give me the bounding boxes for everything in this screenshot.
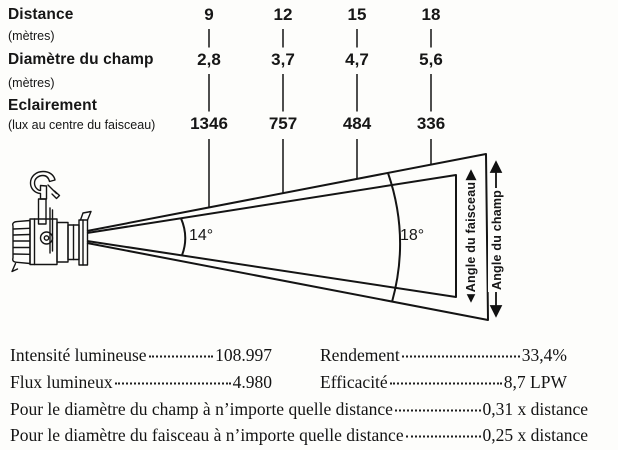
formula-rows (10, 399, 588, 450)
illuminance-value-2: 757 (268, 114, 298, 133)
beam-angle-arc (181, 218, 185, 255)
dot-leader (149, 356, 214, 358)
dot-leader (390, 383, 502, 385)
dot-leader (406, 435, 481, 437)
clamp-bolt-handle (48, 185, 60, 199)
stat-value: 33,4% (521, 345, 567, 365)
beam-angle-axis-label: Angle du faisceau (463, 181, 478, 293)
bezel-top-tab (81, 212, 92, 221)
clamp-hook (31, 172, 56, 200)
formula-label: Pour le diamètre du faisceau à n’importe quelle distance (10, 424, 404, 445)
stat-luminous-intensity (10, 345, 272, 372)
field-diameter-value-3: 4,7 (345, 50, 369, 69)
dot-leader (115, 383, 231, 385)
field-diameter-value-1: 2,8 (197, 50, 221, 69)
field-diameter-formula (10, 399, 588, 425)
stat-efficacy-lpw (320, 372, 567, 399)
formula-label: Pour le diamètre du champ à n’importe quelle distance (10, 399, 393, 419)
stat-label: Intensité lumineuse (10, 345, 147, 365)
stat-value: 4.980 (232, 372, 272, 392)
field-diameter-value-4: 5,6 (419, 50, 443, 69)
formula-value: 0,25 x distance (482, 424, 588, 445)
row-unit-illuminance: (lux au centre du faisceau) (8, 118, 156, 132)
distance-value-1: 9 (204, 5, 214, 24)
field-angle-axis-label: Angle du champ (489, 189, 504, 291)
row-unit-field-diameter: (mètres) (8, 76, 55, 90)
beam-diameter-formula (10, 425, 588, 450)
dot-leader (395, 410, 481, 412)
stat-value: 8,7 LPW (503, 372, 567, 392)
distance-value-4: 18 (421, 5, 441, 24)
field-angle-arc (388, 173, 400, 302)
stats-left-column (10, 345, 272, 399)
field-diameter-value-2: 3,7 (271, 50, 295, 69)
row-label-illuminance: Eclairement (8, 97, 97, 114)
row-unit-distance: (mètres) (8, 29, 55, 43)
illuminance-value-1: 1346 (190, 114, 228, 133)
stat-label: Rendement (320, 345, 400, 365)
beam-angle-label: 14° (189, 227, 214, 244)
stat-luminous-flux (10, 372, 272, 399)
distance-value-2: 12 (273, 5, 293, 24)
field-angle-label: 18° (400, 227, 425, 244)
stat-efficiency-percent (320, 345, 567, 372)
spotlight-fixture-illustration (12, 172, 91, 272)
row-label-field-diameter: Diamètre du champ (8, 51, 154, 68)
illuminance-value-3: 484 (342, 114, 372, 133)
stats-right-column (320, 345, 567, 399)
formula-value: 0,31 x distance (482, 399, 588, 419)
stat-label: Efficacité (320, 372, 388, 392)
dot-leader (402, 356, 520, 358)
stat-value: 108.997 (215, 345, 272, 365)
distance-value-3: 15 (347, 5, 367, 24)
safety-hook (12, 264, 18, 272)
illuminance-value-4: 336 (416, 114, 446, 133)
stat-label: Flux lumineux (10, 372, 113, 392)
row-label-distance: Distance (8, 6, 74, 23)
